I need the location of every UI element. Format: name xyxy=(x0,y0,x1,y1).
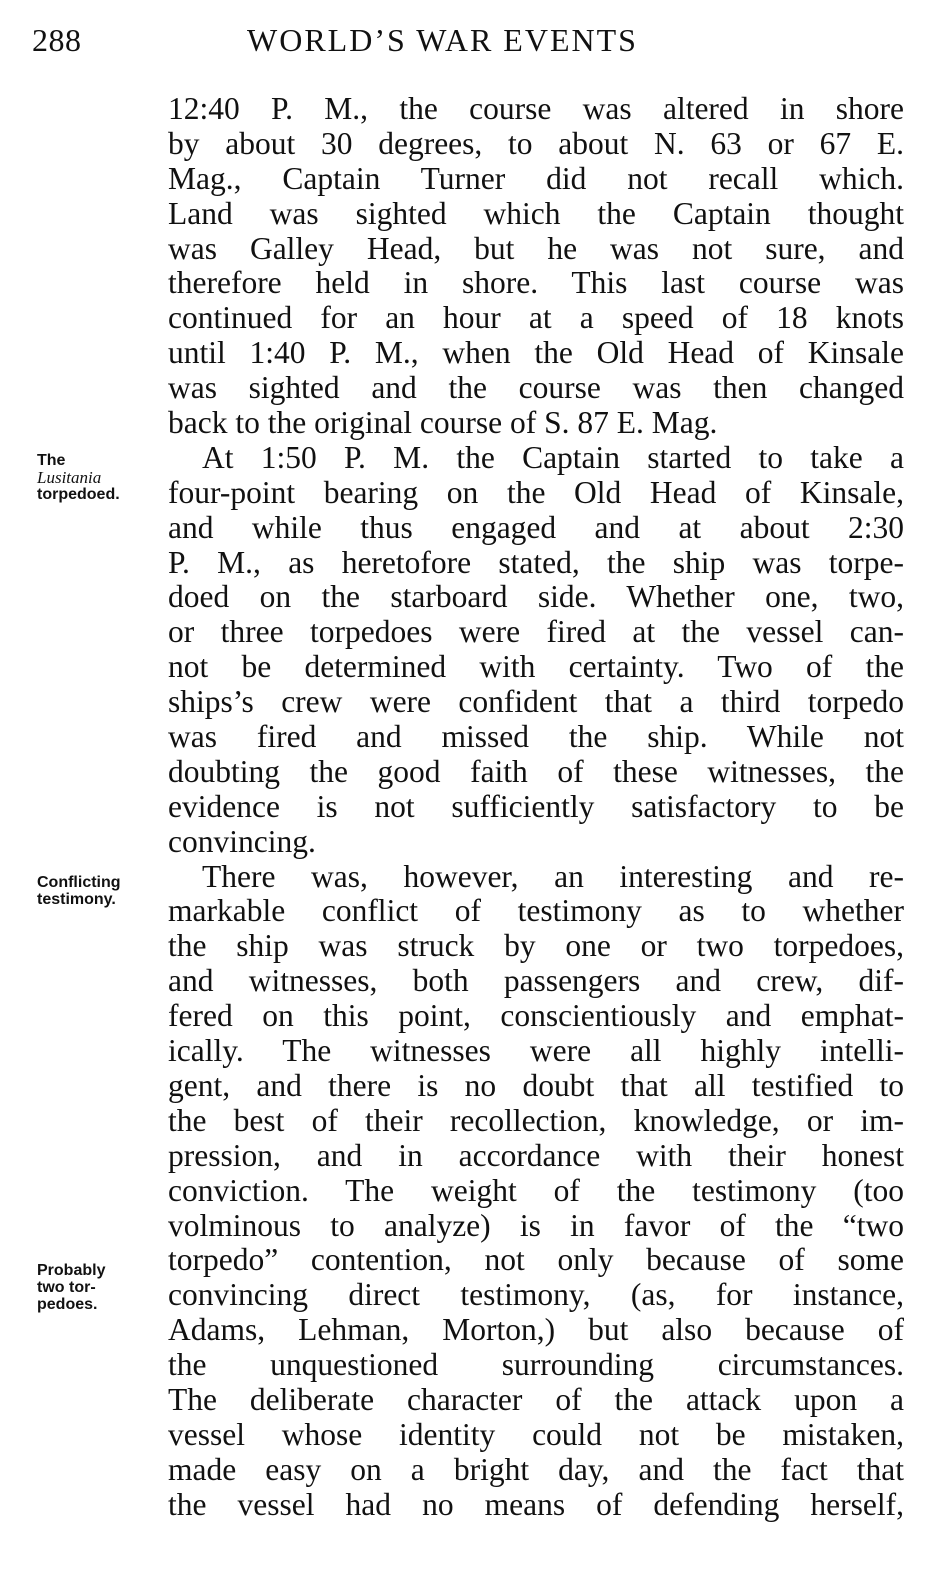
text-line: and witnesses, both passengers and crew, dif- xyxy=(168,963,904,999)
text-line: vessel whose identity could not be mistaken, xyxy=(168,1416,904,1452)
text-line: Adams, Lehman, Morton,) but also because of xyxy=(168,1312,904,1348)
margin-note-conflicting-testimony xyxy=(37,874,162,908)
text-line: doed on the starboard side. Whether one, two, xyxy=(168,579,904,615)
margin-note-lusitania-torpedoed xyxy=(37,452,162,503)
text-line: conviction. The weight of the testimony (too xyxy=(168,1172,904,1208)
text-line: pression, and in accordance with their honest xyxy=(168,1137,904,1173)
text-line: Mag., Captain Turner did not recall which. xyxy=(168,160,904,196)
text-line: was Galley Head, but he was not sure, and xyxy=(168,230,904,266)
text-line: continued for an hour at a speed of 18 knots xyxy=(168,300,904,336)
text-line: doubting the good faith of these witnesses, the xyxy=(168,753,904,789)
text-line: ically. The witnesses were all highly intelli- xyxy=(168,1033,904,1069)
text-line: gent, and there is no doubt that all testified to xyxy=(168,1067,904,1103)
text-line: and while thus engaged and at about 2:30 xyxy=(168,509,904,545)
text-line: the unquestioned surrounding circumstances. xyxy=(168,1347,904,1383)
text-line: 12:40 P. M., the course was altered in shore xyxy=(168,91,904,126)
text-line: volminous to analyze) is in favor of the “two xyxy=(168,1207,904,1243)
text-line: P. M., as heretofore stated, the ship was torpe- xyxy=(168,544,904,580)
text-line: the ship was struck by one or two torpedoes, xyxy=(168,928,904,964)
text-line: until 1:40 P. M., when the Old Head of Kinsale xyxy=(168,335,904,371)
page-number: 288 xyxy=(32,22,82,58)
margin-note-line: The xyxy=(37,452,66,469)
text-line: Land was sighted which the Captain thought xyxy=(168,195,904,231)
text-line: markable conflict of testimony as to whether xyxy=(168,893,904,929)
text-line: the best of their recollection, knowledge, or im- xyxy=(168,1102,904,1138)
text-line: was sighted and the course was then changed xyxy=(168,370,904,406)
text-line: convincing direct testimony, (as, for instance, xyxy=(168,1277,904,1313)
body-text xyxy=(168,92,904,1523)
margin-note-line: two tor- xyxy=(37,1279,96,1296)
text-line: The deliberate character of the attack upon a xyxy=(168,1381,904,1417)
margin-note-line: Conflicting xyxy=(37,874,121,891)
page-header xyxy=(32,20,912,70)
text-line: therefore held in shore. This last course was xyxy=(168,265,904,301)
margin-note-line: testimony. xyxy=(37,891,116,908)
text-line: the vessel had no means of defending herself, xyxy=(168,1486,904,1522)
text-line: There was, however, an interesting and re- xyxy=(202,858,904,894)
text-line: made easy on a bright day, and the fact that xyxy=(168,1451,904,1487)
text-line: At 1:50 P. M. the Captain started to take a xyxy=(202,439,904,475)
margin-note-line: torpedoed. xyxy=(37,486,120,503)
text-line: torpedo” contention, not only because of some xyxy=(168,1242,904,1278)
text-line: back to the original course of S. 87 E. Mag. xyxy=(168,405,718,441)
text-line: ships’s crew were confident that a third torpedo xyxy=(168,684,904,720)
running-title: WORLD’S WAR EVENTS xyxy=(247,22,638,58)
margin-note-line: pedoes. xyxy=(37,1296,98,1313)
text-line: four-point bearing on the Old Head of Kinsale, xyxy=(168,474,904,510)
text-line: convincing. xyxy=(168,823,316,859)
text-line: evidence is not sufficiently satisfactory to be xyxy=(168,788,904,824)
text-line: or three torpedoes were fired at the vessel can- xyxy=(168,614,904,650)
margin-note-line: Lusitania xyxy=(37,468,102,487)
margin-note-line: Probably xyxy=(37,1262,106,1279)
text-line: by about 30 degrees, to about N. 63 or 67 E. xyxy=(168,125,904,161)
text-line: not be determined with certainty. Two of the xyxy=(168,649,904,685)
margin-note-probably-two-torpedoes xyxy=(37,1262,162,1313)
text-line: was fired and missed the ship. While not xyxy=(168,719,904,755)
text-line: fered on this point, conscientiously and emphat- xyxy=(168,998,904,1034)
